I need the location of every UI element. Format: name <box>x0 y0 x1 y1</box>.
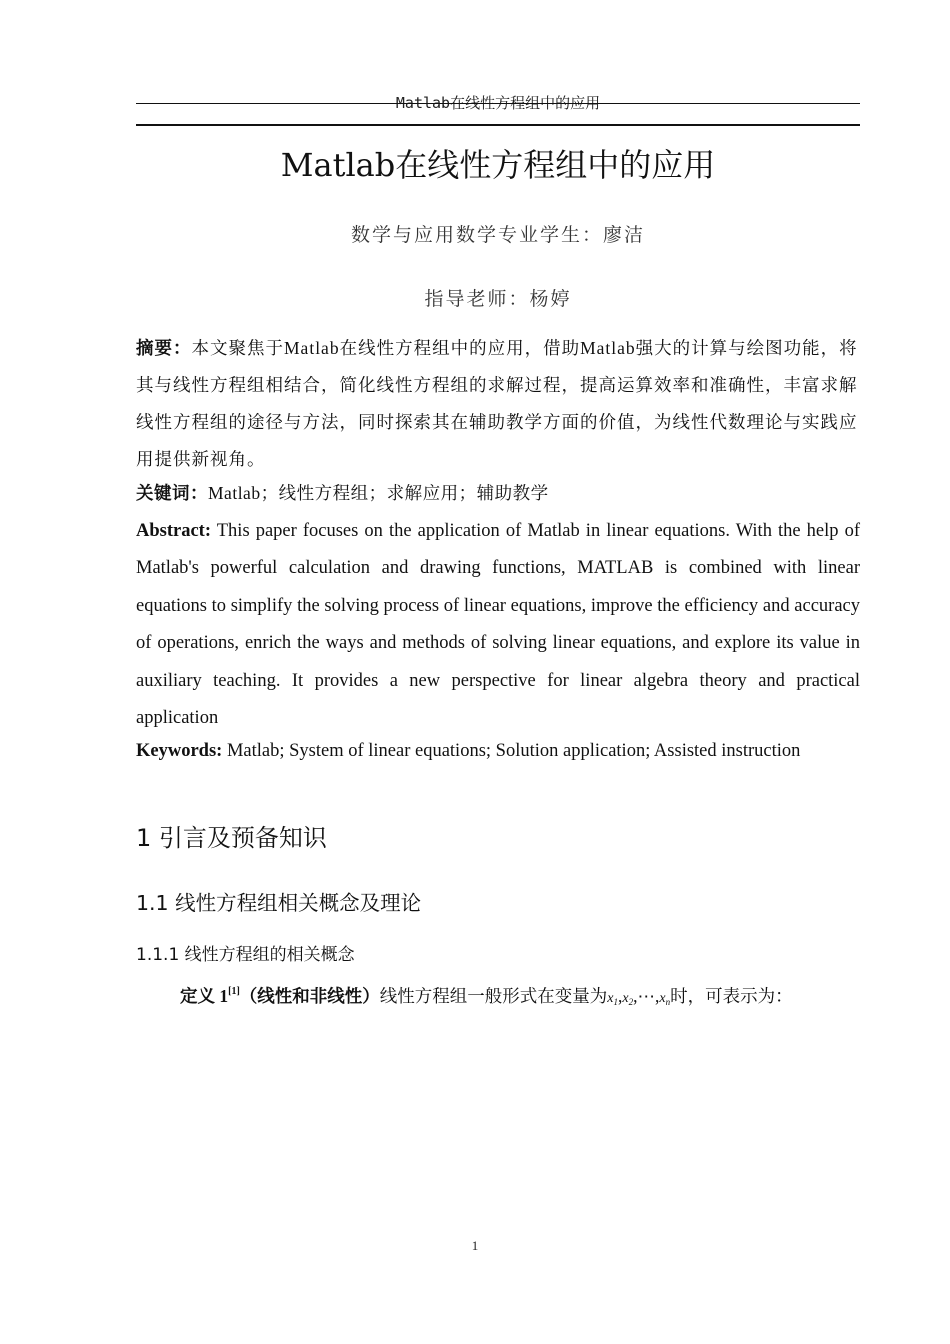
subsubsection-heading: 1.1.1 线性方程组的相关概念 <box>136 945 355 965</box>
english-keywords <box>136 736 860 766</box>
chinese-keywords-text: Matlab；线性方程组；求解应用；辅助教学 <box>208 483 549 503</box>
definition-1 <box>180 983 870 1008</box>
chinese-keywords-label: 关键词： <box>136 483 208 503</box>
english-abstract <box>136 513 860 737</box>
section-heading: 1 引言及预备知识 <box>136 824 327 852</box>
chinese-abstract-label: 摘要： <box>136 338 192 358</box>
comma: , <box>618 986 623 1006</box>
running-header: Matlab在线性方程组中的应用 <box>395 94 601 112</box>
english-keywords-label: Keywords: <box>136 741 223 761</box>
header-rule-thick <box>136 124 860 126</box>
chinese-abstract-text: 本文聚焦于Matlab在线性方程组中的应用，借助Matlab强大的计算与绘图功能，将其与线性方程组相结合，简化线性方程组的求解过程，提高运算效率和准确性，丰富求解线性方程组的途径与方法，同时探索其在辅助教学方面的价值，为线性代数理论与实践应用提供新视角。 <box>136 338 858 469</box>
advisor-line: 指导老师：杨婷 <box>424 288 572 310</box>
header-rule-thin <box>136 103 860 104</box>
variable-x2: $x_2$ <box>622 991 634 1007</box>
ellipsis: ,⋯, <box>633 986 660 1006</box>
author-line: 数学与应用数学专业学生：廖洁 <box>350 224 645 246</box>
chinese-keywords <box>136 478 860 508</box>
paper-title: Matlab在线性方程组中的应用 <box>280 146 716 184</box>
variable-x1: $x_1$ <box>607 991 619 1007</box>
chinese-abstract <box>136 330 860 478</box>
english-keywords-text: Matlab; System of linear equations; Solution application; Assisted instruction <box>226 741 801 761</box>
definition-text-before: 线性方程组一般形式在变量为 <box>379 986 608 1006</box>
page-number: 1 <box>471 1238 479 1253</box>
english-abstract-label: Abstract: <box>136 521 212 541</box>
english-abstract-text: This paper focuses on the application of Matlab in linear equations. With the help of Matlab's powerful calculation and drawing functions, MATLAB is combined with linear equations to simplify the solving process of linear equations, improve the efficiency and accuracy of operations, enrich the ways and methods of solving linear equations, and explore its value in auxiliary teaching. It provides a new perspective for linear algebra theory and practical application <box>136 521 860 729</box>
variable-xn: $x_n$ <box>659 991 671 1007</box>
definition-label: 定义 1 <box>180 986 229 1006</box>
definition-topic: （线性和非线性） <box>239 986 380 1006</box>
citation-ref[interactable]: [1] <box>228 986 240 997</box>
subsection-heading: 1.1 线性方程组相关概念及理论 <box>136 891 422 915</box>
definition-text-after: 时，可表示为： <box>670 986 793 1006</box>
